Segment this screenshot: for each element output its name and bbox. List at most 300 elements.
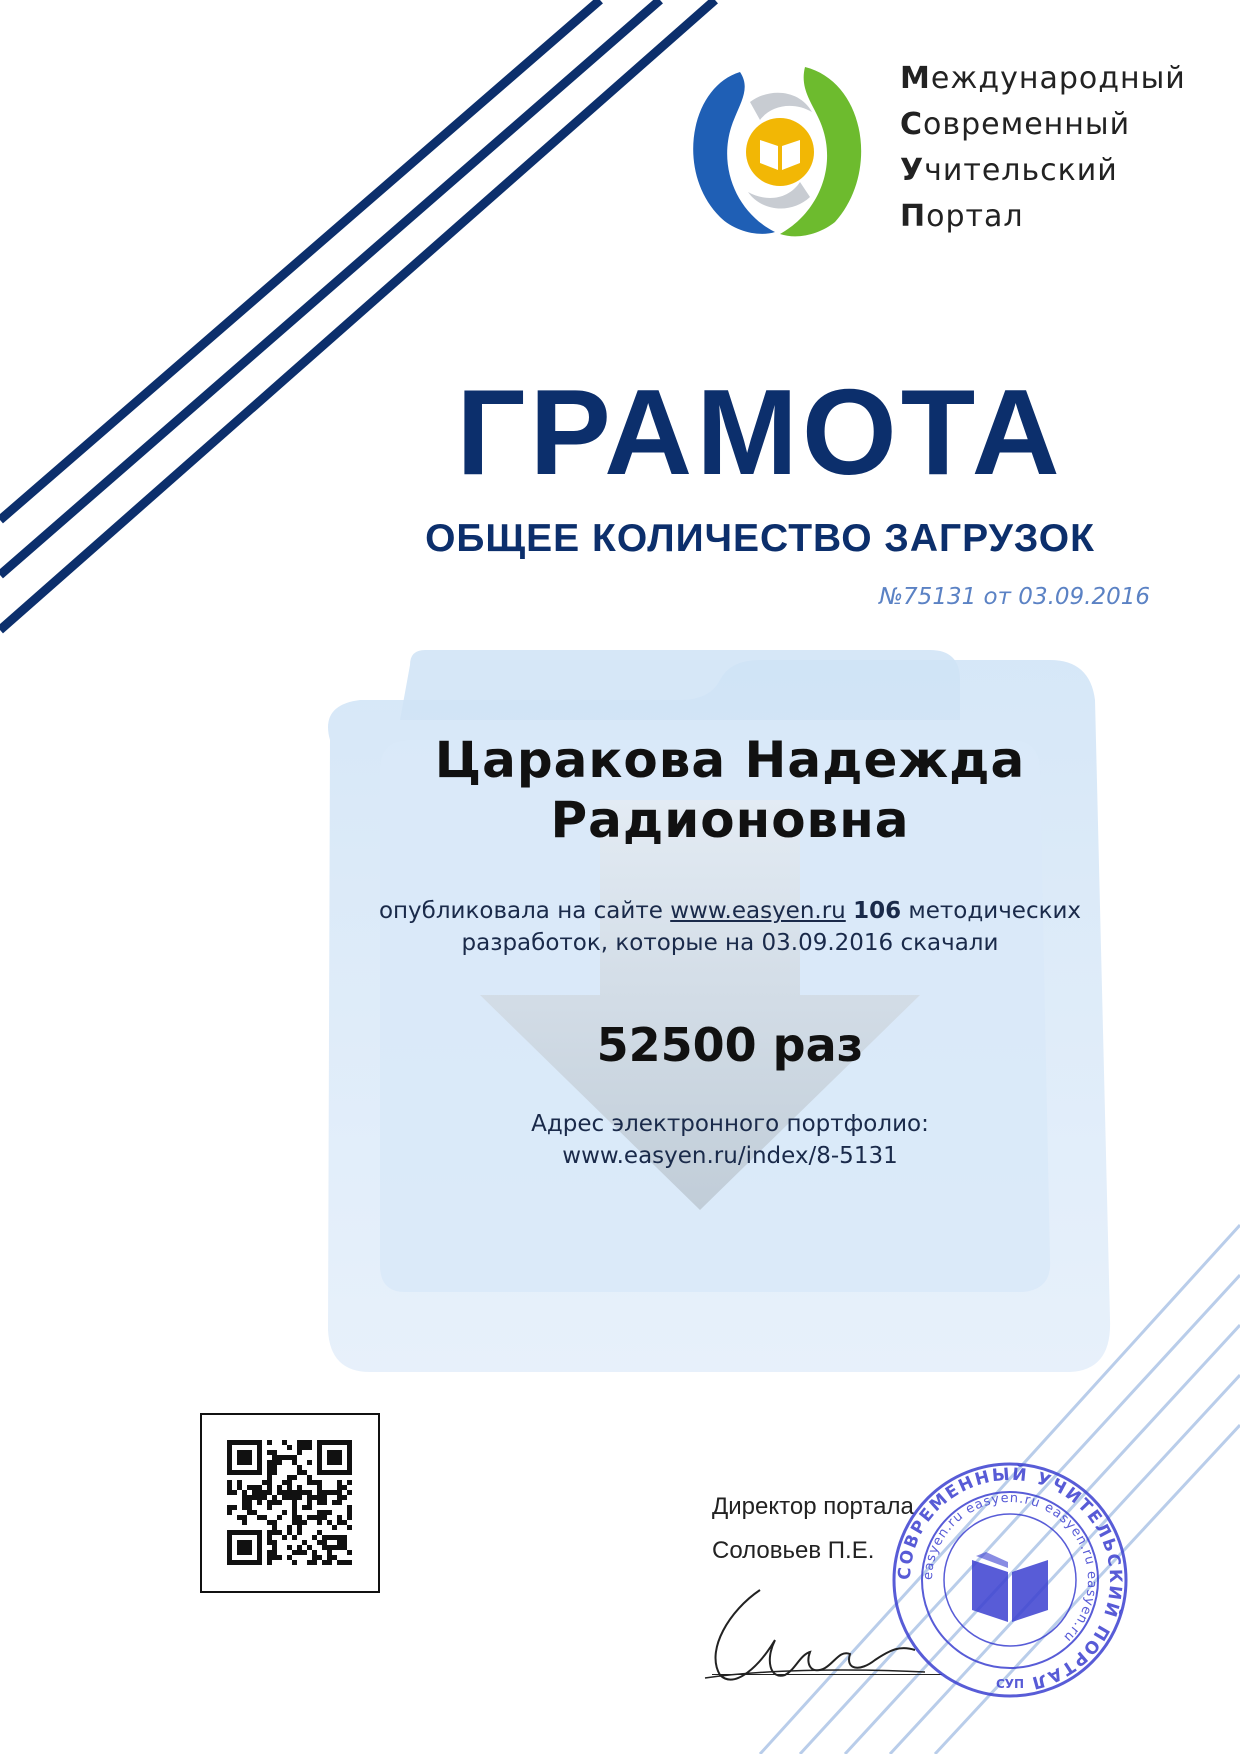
qr-module (247, 1485, 252, 1490)
qr-module (237, 1560, 242, 1565)
qr-module (342, 1535, 347, 1540)
qr-module (227, 1455, 232, 1460)
qr-module (317, 1460, 322, 1465)
qr-module (317, 1500, 322, 1505)
qr-module (272, 1530, 277, 1535)
director-position: Директор портала (712, 1493, 914, 1520)
qr-module (257, 1550, 262, 1555)
recipient-name (300, 730, 1160, 850)
qr-module (332, 1555, 337, 1560)
qr-module (317, 1445, 322, 1450)
qr-module (272, 1555, 277, 1560)
qr-module (347, 1455, 352, 1460)
qr-module (332, 1545, 337, 1550)
qr-module (307, 1495, 312, 1500)
download-count: 52500 раз (596, 1018, 864, 1072)
qr-module (257, 1455, 262, 1460)
qr-module (252, 1470, 257, 1475)
qr-module (227, 1450, 232, 1455)
qr-module (337, 1485, 342, 1490)
qr-module (312, 1515, 317, 1520)
qr-module (307, 1490, 312, 1495)
qr-module (307, 1515, 312, 1520)
qr-module (227, 1505, 232, 1510)
qr-module (227, 1560, 232, 1565)
qr-module (337, 1470, 342, 1475)
qr-module (342, 1520, 347, 1525)
qr-module (297, 1520, 302, 1525)
qr-module (257, 1545, 262, 1550)
qr-module (247, 1550, 252, 1555)
qr-module (327, 1510, 332, 1515)
qr-module (332, 1450, 337, 1455)
qr-module (332, 1535, 337, 1540)
qr-module (317, 1480, 322, 1485)
qr-module (337, 1535, 342, 1540)
qr-module (267, 1490, 272, 1495)
qr-module (302, 1470, 307, 1475)
site-link[interactable]: www.easyen.ru (670, 898, 846, 924)
qr-module (302, 1505, 307, 1510)
qr-module (227, 1550, 232, 1555)
qr-module (337, 1520, 342, 1525)
qr-module (257, 1470, 262, 1475)
qr-module (337, 1460, 342, 1465)
qr-module (327, 1450, 332, 1455)
qr-module (347, 1490, 352, 1495)
qr-module (332, 1525, 337, 1530)
qr-module (242, 1520, 247, 1525)
qr-module (267, 1475, 272, 1480)
qr-module (237, 1460, 242, 1465)
qr-module (257, 1495, 262, 1500)
qr-module (267, 1550, 272, 1555)
qr-module (267, 1520, 272, 1525)
qr-module (297, 1490, 302, 1495)
qr-module (317, 1450, 322, 1455)
qr-module (322, 1545, 327, 1550)
qr-module (267, 1480, 272, 1485)
qr-module (247, 1540, 252, 1545)
director-block (712, 1485, 914, 1573)
qr-module (227, 1470, 232, 1475)
qr-module (237, 1545, 242, 1550)
qr-module (297, 1485, 302, 1490)
qr-module (287, 1530, 292, 1535)
qr-module (337, 1545, 342, 1550)
qr-module (242, 1490, 247, 1495)
qr-module (267, 1465, 272, 1470)
qr-module (267, 1470, 272, 1475)
qr-module (257, 1450, 262, 1455)
qr-module (347, 1465, 352, 1470)
stamp-inner-text: easyen.ru easyen.ru easyen.ru easyen.ru (920, 1490, 1100, 1646)
qr-module (292, 1490, 297, 1495)
qr-module (282, 1440, 287, 1445)
qr-module (297, 1515, 302, 1520)
qr-module (317, 1465, 322, 1470)
qr-module (317, 1530, 322, 1535)
qr-module (322, 1535, 327, 1540)
qr-module (312, 1555, 317, 1560)
qr-module (242, 1540, 247, 1545)
qr-module (342, 1545, 347, 1550)
qr-module (327, 1535, 332, 1540)
stamp-abbr: СУП (995, 1677, 1025, 1691)
qr-module (227, 1490, 232, 1495)
qr-module (242, 1460, 247, 1465)
qr-module (322, 1440, 327, 1445)
qr-module (292, 1500, 297, 1505)
qr-module (257, 1490, 262, 1495)
qr-module (232, 1560, 237, 1565)
qr-module (312, 1550, 317, 1555)
qr-module (332, 1490, 337, 1495)
qr-module (287, 1445, 292, 1450)
qr-module (347, 1505, 352, 1510)
qr-module (322, 1470, 327, 1475)
qr-module (337, 1450, 342, 1455)
qr-module (262, 1515, 267, 1520)
qr-module (237, 1480, 242, 1485)
qr-module (342, 1560, 347, 1565)
qr-module (312, 1495, 317, 1500)
qr-module (247, 1495, 252, 1500)
qr-module (307, 1445, 312, 1450)
qr-module (292, 1515, 297, 1520)
qr-module (307, 1440, 312, 1445)
qr-module (247, 1505, 252, 1510)
qr-module (312, 1560, 317, 1565)
qr-module (322, 1540, 327, 1545)
qr-module (322, 1495, 327, 1500)
certificate-subtitle: ОБЩЕЕ КОЛИЧЕСТВО ЗАГРУЗОК (425, 517, 1095, 560)
qr-module (312, 1535, 317, 1540)
qr-module (297, 1465, 302, 1470)
qr-module (297, 1545, 302, 1550)
description (330, 895, 1130, 959)
qr-module (287, 1490, 292, 1495)
qr-module (267, 1450, 272, 1455)
qr-code (200, 1413, 380, 1593)
qr-module (277, 1460, 282, 1465)
qr-module (287, 1485, 292, 1490)
qr-module (347, 1445, 352, 1450)
qr-module (252, 1510, 257, 1515)
qr-module (237, 1470, 242, 1475)
qr-module (322, 1500, 327, 1505)
qr-module (337, 1540, 342, 1545)
qr-module (287, 1525, 292, 1530)
description-line-1: опубликовала на сайте www.easyen.ru 106 методических (378, 898, 1082, 924)
qr-module (237, 1540, 242, 1545)
qr-module (242, 1545, 247, 1550)
portfolio-label: Адрес электронного портфолио: (531, 1111, 929, 1137)
qr-module (232, 1490, 237, 1495)
qr-module (292, 1455, 297, 1460)
qr-module (327, 1545, 332, 1550)
certificate-number: №75131 от 03.09.2016 (879, 584, 1150, 610)
qr-module (227, 1485, 232, 1490)
qr-module (287, 1545, 292, 1550)
qr-module (272, 1520, 277, 1525)
qr-module (247, 1440, 252, 1445)
qr-module (332, 1440, 337, 1445)
portal-name (900, 56, 1186, 240)
qr-module (302, 1550, 307, 1555)
qr-module (287, 1495, 292, 1500)
qr-module (297, 1445, 302, 1450)
qr-module (322, 1560, 327, 1565)
qr-module (257, 1515, 262, 1520)
qr-module (347, 1450, 352, 1455)
qr-module (272, 1495, 277, 1500)
qr-module (272, 1525, 277, 1530)
qr-module (327, 1490, 332, 1495)
qr-module (252, 1495, 257, 1500)
qr-module (342, 1540, 347, 1545)
qr-module (227, 1530, 232, 1535)
stamp-outer-text: СОВРЕМЕННЫЙ УЧИТЕЛЬСКИЙ ПОРТАЛ (894, 1464, 1126, 1693)
qr-module (297, 1440, 302, 1445)
qr-module (272, 1450, 277, 1455)
qr-module (272, 1455, 277, 1460)
qr-module (247, 1510, 252, 1515)
qr-module (337, 1560, 342, 1565)
qr-module (327, 1560, 332, 1565)
qr-module (272, 1540, 277, 1545)
qr-module (257, 1485, 262, 1490)
qr-module (272, 1500, 277, 1505)
qr-module (337, 1490, 342, 1495)
qr-module (227, 1510, 232, 1515)
qr-module (337, 1480, 342, 1485)
qr-module (292, 1475, 297, 1480)
qr-module (272, 1545, 277, 1550)
portal-stamp (890, 1460, 1130, 1700)
qr-module (267, 1560, 272, 1565)
qr-module (342, 1485, 347, 1490)
qr-module (302, 1540, 307, 1545)
qr-module (282, 1455, 287, 1460)
qr-module (242, 1450, 247, 1455)
qr-module (317, 1490, 322, 1495)
qr-module (292, 1550, 297, 1555)
qr-module (327, 1555, 332, 1560)
qr-module (237, 1440, 242, 1445)
qr-module (292, 1495, 297, 1500)
portal-name-line-3: Учительский (900, 153, 1118, 188)
portfolio-url[interactable]: www.easyen.ru/index/8-5131 (562, 1143, 898, 1169)
qr-module (292, 1535, 297, 1540)
qr-module (257, 1445, 262, 1450)
qr-module (332, 1460, 337, 1465)
qr-module (287, 1475, 292, 1480)
qr-module (332, 1470, 337, 1475)
qr-module (267, 1485, 272, 1490)
qr-module (282, 1490, 287, 1495)
qr-module (322, 1515, 327, 1520)
qr-module (282, 1495, 287, 1500)
qr-module (347, 1510, 352, 1515)
qr-module (252, 1440, 257, 1445)
qr-module (317, 1515, 322, 1520)
qr-module (227, 1460, 232, 1465)
qr-module (312, 1480, 317, 1485)
qr-module (267, 1500, 272, 1505)
qr-module (297, 1550, 302, 1555)
qr-module (227, 1440, 232, 1445)
qr-module (257, 1530, 262, 1535)
qr-module (297, 1470, 302, 1475)
qr-module (292, 1505, 297, 1510)
qr-module (227, 1540, 232, 1545)
qr-module (307, 1460, 312, 1465)
qr-module (317, 1470, 322, 1475)
qr-module (262, 1495, 267, 1500)
qr-module (327, 1550, 332, 1555)
qr-module (337, 1515, 342, 1520)
qr-module (272, 1470, 277, 1475)
portal-logo-icon (680, 62, 880, 242)
qr-module (262, 1480, 267, 1485)
qr-module (282, 1480, 287, 1485)
qr-module (267, 1535, 272, 1540)
qr-module (267, 1440, 272, 1445)
qr-module (242, 1505, 247, 1510)
qr-module (242, 1500, 247, 1505)
qr-module (307, 1505, 312, 1510)
qr-module (332, 1455, 337, 1460)
qr-module (277, 1500, 282, 1505)
qr-module (227, 1555, 232, 1560)
description-line-2: разработок, которые на 03.09.2016 скачали (461, 930, 999, 956)
qr-module (317, 1520, 322, 1525)
qr-module (347, 1480, 352, 1485)
qr-module (292, 1510, 297, 1515)
qr-module (317, 1440, 322, 1445)
qr-module (237, 1515, 242, 1520)
recipient-name-line-2: Радионовна (550, 791, 910, 849)
qr-module (252, 1485, 257, 1490)
qr-module (272, 1460, 277, 1465)
qr-module (307, 1475, 312, 1480)
qr-module (267, 1460, 272, 1465)
qr-module (227, 1445, 232, 1450)
qr-module (257, 1560, 262, 1565)
qr-module (227, 1480, 232, 1485)
qr-module (322, 1510, 327, 1515)
qr-module (257, 1460, 262, 1465)
qr-module (247, 1530, 252, 1535)
qr-module (297, 1495, 302, 1500)
qr-module (242, 1440, 247, 1445)
qr-module (242, 1560, 247, 1565)
qr-module (272, 1465, 277, 1470)
qr-module (332, 1500, 337, 1505)
qr-module (257, 1540, 262, 1545)
qr-module (337, 1500, 342, 1505)
qr-module (347, 1460, 352, 1465)
qr-module (252, 1490, 257, 1495)
recipient-name-line-1: Царакова Надежда (434, 731, 1026, 789)
portfolio (330, 1108, 1130, 1172)
qr-module (277, 1455, 282, 1460)
qr-module (282, 1535, 287, 1540)
qr-module (337, 1495, 342, 1500)
qr-module (227, 1465, 232, 1470)
qr-module (297, 1450, 302, 1455)
qr-module (247, 1500, 252, 1505)
qr-module (267, 1505, 272, 1510)
qr-module (292, 1460, 297, 1465)
qr-module (242, 1530, 247, 1535)
qr-module (317, 1485, 322, 1490)
qr-module (237, 1485, 242, 1490)
qr-module (237, 1530, 242, 1535)
qr-module (317, 1495, 322, 1500)
qr-module (342, 1440, 347, 1445)
qr-module (247, 1470, 252, 1475)
qr-module (302, 1490, 307, 1495)
qr-module (317, 1555, 322, 1560)
qr-module (242, 1470, 247, 1475)
qr-module (262, 1490, 267, 1495)
qr-module (337, 1440, 342, 1445)
qr-module (347, 1515, 352, 1520)
qr-module (302, 1520, 307, 1525)
qr-module (242, 1550, 247, 1555)
qr-module (257, 1500, 262, 1505)
qr-module (257, 1440, 262, 1445)
qr-module (302, 1440, 307, 1445)
qr-module (307, 1560, 312, 1565)
qr-module (232, 1470, 237, 1475)
qr-module (237, 1455, 242, 1460)
qr-module (317, 1455, 322, 1460)
qr-module (297, 1525, 302, 1530)
qr-module (247, 1450, 252, 1455)
qr-module (247, 1545, 252, 1550)
qr-module (232, 1440, 237, 1445)
qr-module (257, 1535, 262, 1540)
qr-module (232, 1530, 237, 1535)
qr-module (252, 1530, 257, 1535)
qr-module (327, 1520, 332, 1525)
qr-module (257, 1555, 262, 1560)
qr-module (247, 1460, 252, 1465)
qr-module (277, 1515, 282, 1520)
qr-module (322, 1490, 327, 1495)
qr-module (287, 1555, 292, 1560)
qr-module (347, 1550, 352, 1555)
director-name: Соловьев П.Е. (712, 1537, 875, 1564)
qr-module (307, 1545, 312, 1550)
qr-module (252, 1560, 257, 1565)
qr-module (272, 1550, 277, 1555)
qr-module (302, 1445, 307, 1450)
qr-module (237, 1550, 242, 1555)
qr-module (282, 1510, 287, 1515)
qr-module (327, 1455, 332, 1460)
qr-module (267, 1530, 272, 1535)
qr-module (247, 1560, 252, 1565)
qr-module (347, 1525, 352, 1530)
qr-module (337, 1455, 342, 1460)
portal-name-line-2: Современный (900, 107, 1131, 142)
qr-module (317, 1510, 322, 1515)
qr-module (277, 1490, 282, 1495)
